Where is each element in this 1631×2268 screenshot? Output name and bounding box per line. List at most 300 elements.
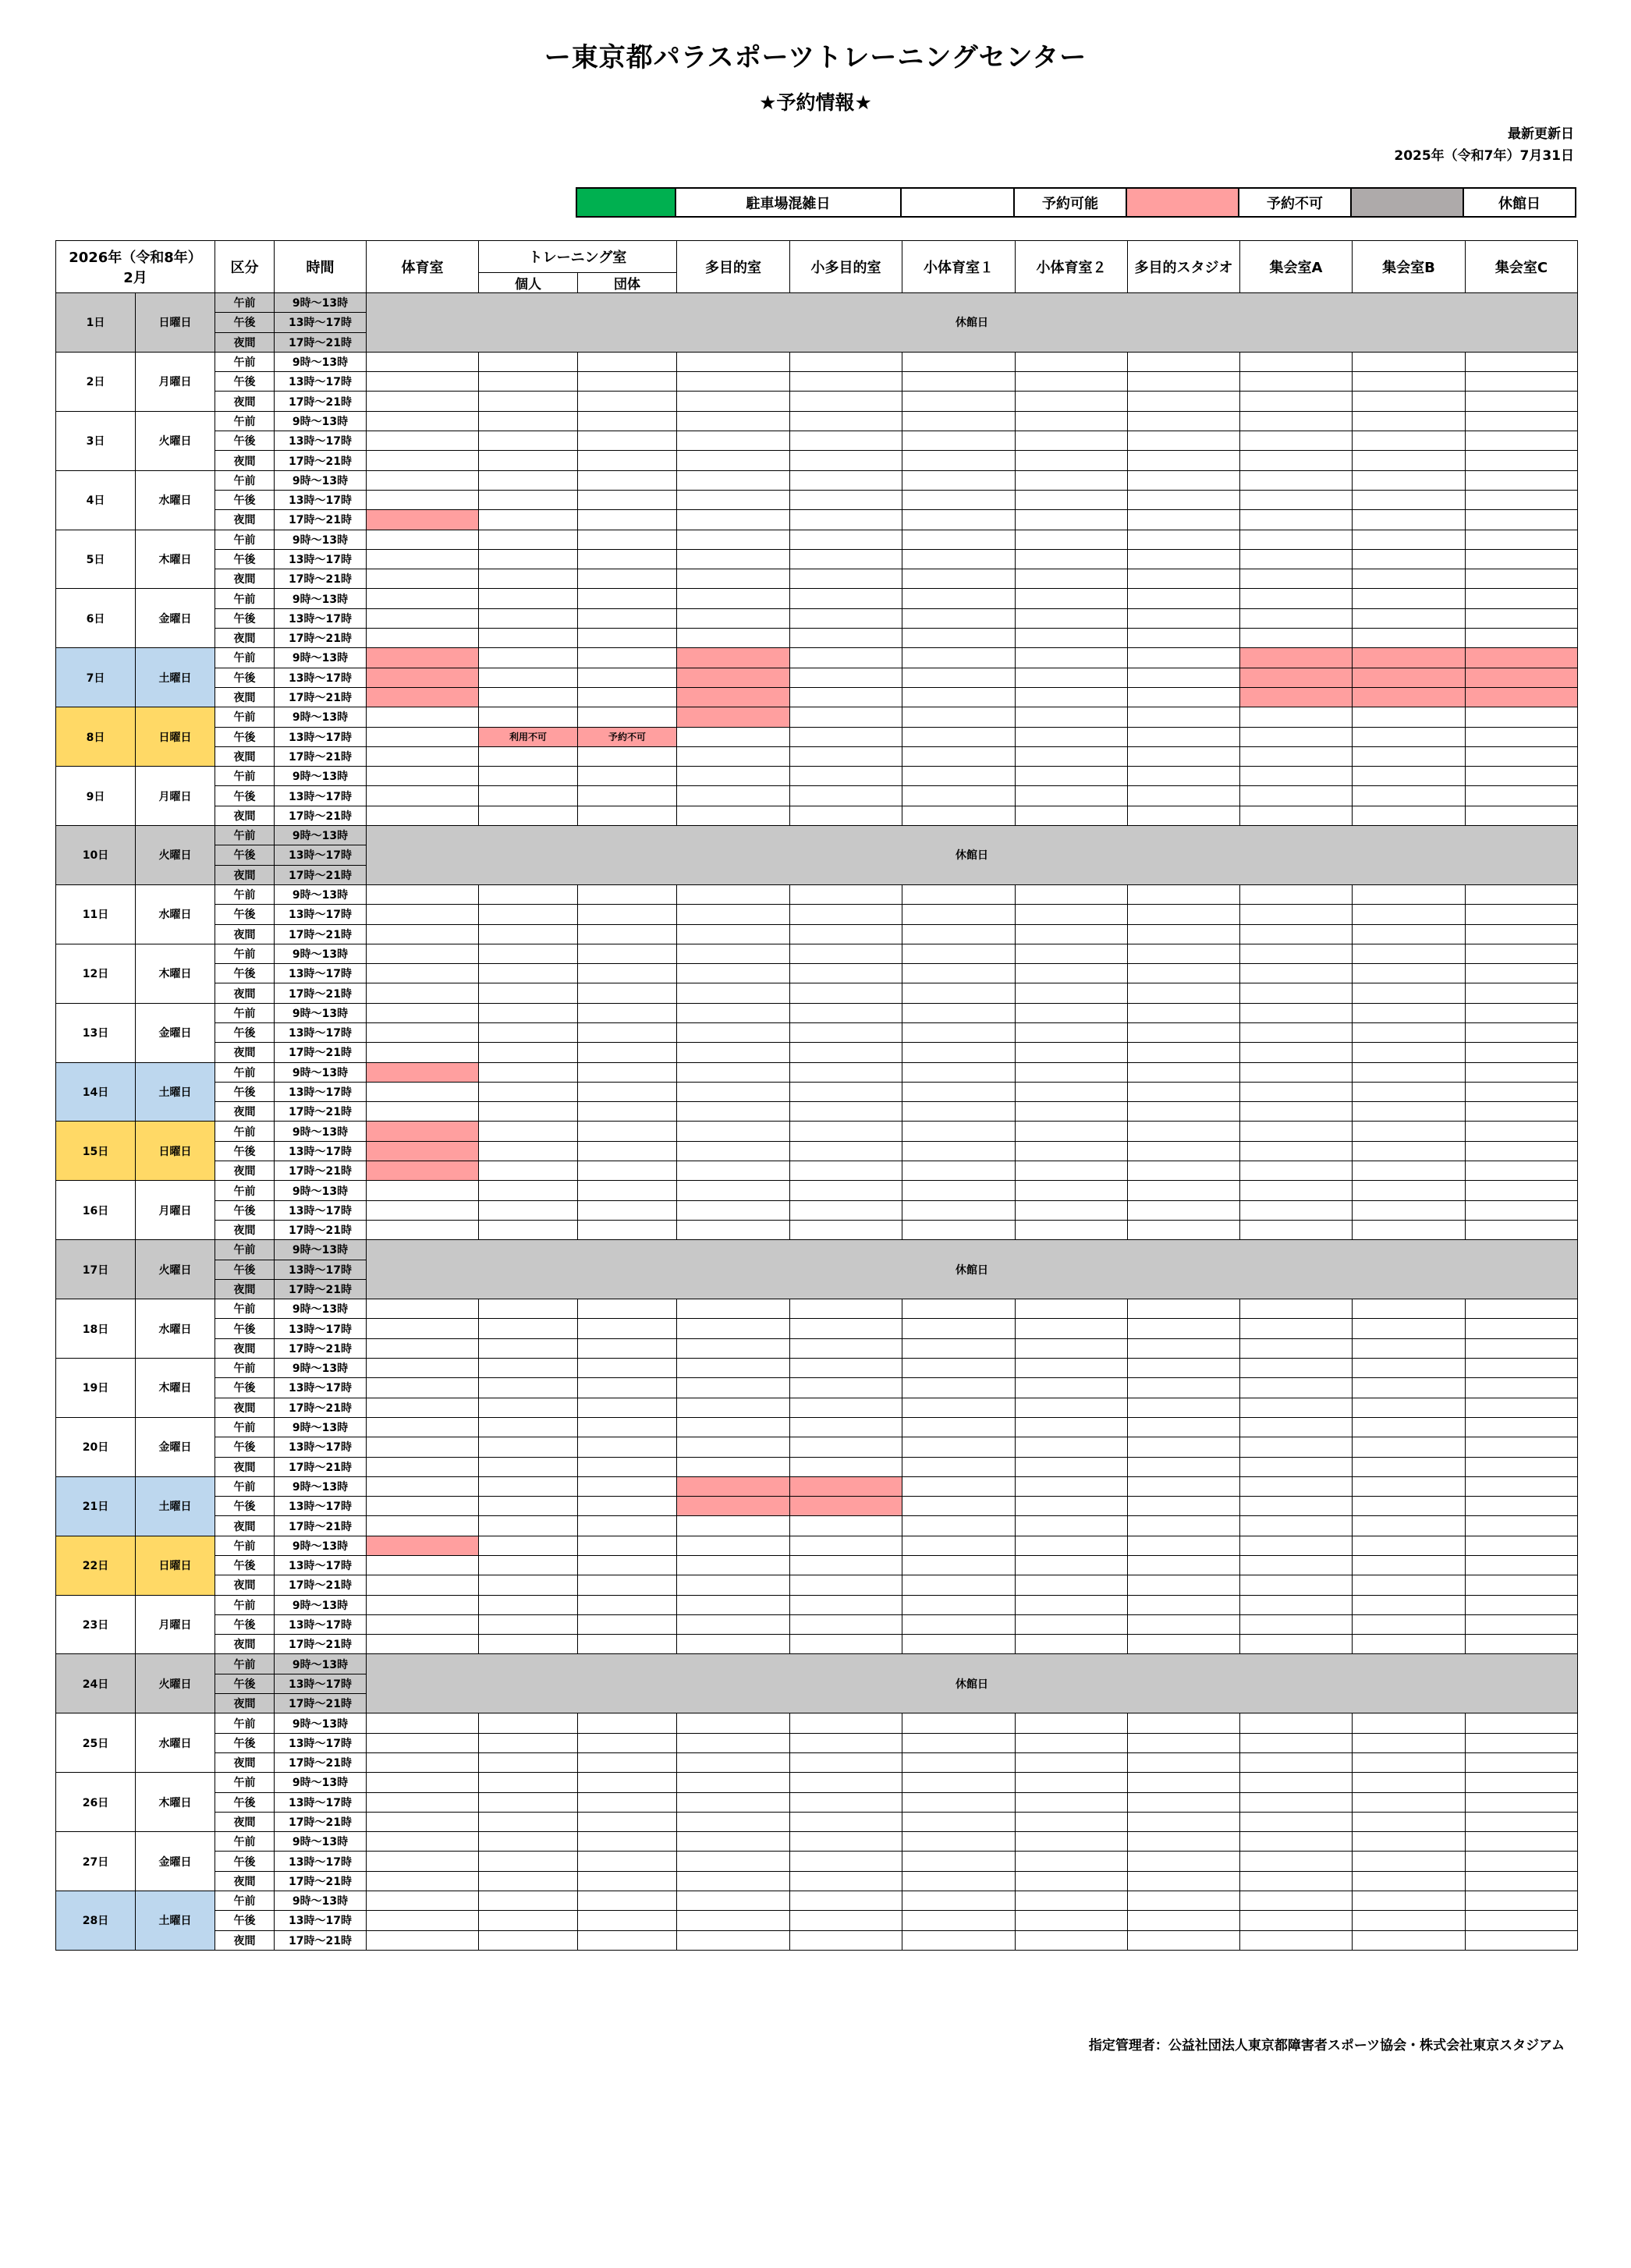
availability-cell xyxy=(1240,668,1353,687)
closed-day-banner: 休館日 xyxy=(367,293,1578,353)
availability-cell xyxy=(1240,1871,1353,1891)
schedule-row xyxy=(56,1003,1578,1022)
availability-cell xyxy=(1353,1359,1466,1378)
availability-cell xyxy=(1128,1220,1240,1239)
availability-cell xyxy=(1466,668,1578,687)
availability-cell xyxy=(1240,1398,1353,1417)
day-of-week: 水曜日 xyxy=(136,1713,215,1773)
availability-cell xyxy=(1240,470,1353,490)
availability-cell xyxy=(1353,1614,1466,1634)
availability-cell xyxy=(367,806,479,825)
period-label: 夜間 xyxy=(215,1930,275,1950)
legend-closed-swatch xyxy=(1351,188,1463,217)
availability-cell xyxy=(1016,1043,1128,1062)
time-range: 9時～13時 xyxy=(275,1595,367,1614)
availability-cell xyxy=(1240,1378,1353,1398)
availability-cell xyxy=(902,924,1016,944)
time-range: 9時～13時 xyxy=(275,1122,367,1141)
availability-cell xyxy=(1240,1338,1353,1358)
period-label: 午前 xyxy=(215,648,275,668)
availability-cell xyxy=(1128,924,1240,944)
availability-cell xyxy=(1353,786,1466,806)
time-range: 17時～21時 xyxy=(275,1516,367,1536)
availability-cell xyxy=(367,1181,479,1200)
day-date: 16日 xyxy=(56,1181,136,1240)
availability-cell xyxy=(677,1378,790,1398)
availability-cell xyxy=(677,451,790,470)
time-range: 9時～13時 xyxy=(275,470,367,490)
availability-cell xyxy=(902,392,1016,411)
day-of-week: 月曜日 xyxy=(136,1595,215,1654)
availability-cell xyxy=(677,1635,790,1654)
period-label: 午後 xyxy=(215,845,275,865)
availability-cell xyxy=(902,530,1016,549)
availability-cell xyxy=(479,470,578,490)
availability-cell xyxy=(677,1871,790,1891)
time-range: 13時～17時 xyxy=(275,1141,367,1161)
availability-cell xyxy=(1466,1595,1578,1614)
day-date: 6日 xyxy=(56,589,136,648)
availability-cell xyxy=(1128,1556,1240,1575)
availability-cell xyxy=(790,569,902,589)
availability-cell xyxy=(1240,1062,1353,1082)
availability-cell xyxy=(677,1022,790,1042)
availability-cell xyxy=(578,767,677,786)
availability-cell xyxy=(479,1713,578,1733)
availability-cell xyxy=(677,1930,790,1950)
availability-cell xyxy=(1353,1713,1466,1733)
availability-cell xyxy=(902,1338,1016,1358)
availability-cell xyxy=(1128,786,1240,806)
availability-cell xyxy=(790,786,902,806)
availability-cell xyxy=(367,1497,479,1516)
availability-cell xyxy=(1466,1871,1578,1891)
availability-cell xyxy=(677,569,790,589)
availability-cell xyxy=(790,372,902,392)
availability-cell xyxy=(1016,510,1128,530)
availability-cell xyxy=(479,411,578,431)
availability-cell xyxy=(1353,944,1466,963)
availability-cell xyxy=(1466,1359,1578,1378)
availability-cell xyxy=(1353,1437,1466,1457)
availability-cell xyxy=(902,1614,1016,1634)
availability-cell xyxy=(367,1575,479,1595)
availability-cell xyxy=(1353,431,1466,451)
facility-header-meeting-b: 集会室B xyxy=(1353,241,1466,293)
availability-cell xyxy=(1353,1832,1466,1852)
time-range: 9時～13時 xyxy=(275,589,367,608)
availability-cell xyxy=(1466,1299,1578,1319)
schedule-row xyxy=(56,1516,1578,1536)
day-of-week: 月曜日 xyxy=(136,352,215,411)
availability-cell xyxy=(1016,1911,1128,1930)
availability-cell xyxy=(677,490,790,509)
availability-cell xyxy=(790,944,902,963)
availability-cell xyxy=(1353,1595,1466,1614)
availability-cell xyxy=(479,510,578,530)
availability-cell xyxy=(677,1043,790,1062)
availability-cell xyxy=(1240,1752,1353,1772)
availability-cell xyxy=(1466,510,1578,530)
availability-cell xyxy=(1353,1575,1466,1595)
availability-cell xyxy=(902,1773,1016,1792)
day-date: 8日 xyxy=(56,707,136,767)
availability-cell xyxy=(1128,490,1240,509)
availability-cell xyxy=(1240,1437,1353,1457)
day-of-week: 金曜日 xyxy=(136,1003,215,1062)
availability-cell xyxy=(1466,608,1578,628)
day-of-week: 金曜日 xyxy=(136,589,215,648)
schedule-row xyxy=(56,1102,1578,1122)
availability-cell xyxy=(902,1200,1016,1220)
availability-cell xyxy=(479,767,578,786)
schedule-row xyxy=(56,1457,1578,1476)
availability-cell xyxy=(790,1122,902,1141)
schedule-row xyxy=(56,1378,1578,1398)
availability-cell xyxy=(479,589,578,608)
time-range: 13時～17時 xyxy=(275,313,367,332)
availability-cell xyxy=(1128,1476,1240,1496)
period-label: 夜間 xyxy=(215,1102,275,1122)
availability-cell xyxy=(790,589,902,608)
availability-cell xyxy=(902,786,1016,806)
availability-cell xyxy=(367,668,479,687)
availability-cell xyxy=(367,451,479,470)
availability-cell xyxy=(578,1891,677,1911)
availability-cell xyxy=(1128,510,1240,530)
day-date: 22日 xyxy=(56,1536,136,1595)
availability-cell xyxy=(1353,1161,1466,1181)
time-range: 13時～17時 xyxy=(275,1260,367,1279)
facility-header-small-gym-1: 小体育室１ xyxy=(902,241,1016,293)
availability-cell xyxy=(1128,372,1240,392)
availability-cell xyxy=(578,1338,677,1358)
availability-cell xyxy=(367,687,479,707)
availability-cell xyxy=(1353,589,1466,608)
availability-cell xyxy=(1128,944,1240,963)
availability-cell xyxy=(1240,1003,1353,1022)
availability-cell xyxy=(902,1891,1016,1911)
day-date: 2日 xyxy=(56,352,136,411)
availability-cell xyxy=(677,786,790,806)
availability-cell xyxy=(790,905,902,924)
period-label: 夜間 xyxy=(215,629,275,648)
availability-cell xyxy=(479,786,578,806)
availability-cell xyxy=(1016,1812,1128,1831)
schedule-row xyxy=(56,767,1578,786)
availability-cell xyxy=(578,1930,677,1950)
period-label: 午前 xyxy=(215,1299,275,1319)
period-label: 午前 xyxy=(215,530,275,549)
time-range: 13時～17時 xyxy=(275,1082,367,1101)
schedule-row xyxy=(56,1575,1578,1595)
period-label: 午前 xyxy=(215,1003,275,1022)
availability-cell xyxy=(902,1733,1016,1752)
availability-cell xyxy=(677,1476,790,1496)
availability-cell xyxy=(1466,1043,1578,1062)
schedule-row xyxy=(56,470,1578,490)
availability-cell xyxy=(1016,1141,1128,1161)
availability-cell xyxy=(367,1752,479,1772)
time-range: 17時～21時 xyxy=(275,983,367,1003)
availability-cell xyxy=(1016,1832,1128,1852)
availability-cell xyxy=(479,530,578,549)
availability-cell xyxy=(677,1852,790,1871)
schedule-row xyxy=(56,964,1578,983)
day-of-week: 金曜日 xyxy=(136,1832,215,1891)
availability-cell xyxy=(367,1536,479,1555)
time-range: 9時～13時 xyxy=(275,352,367,371)
availability-cell xyxy=(1466,687,1578,707)
availability-cell xyxy=(1353,1141,1466,1161)
availability-cell xyxy=(1016,1752,1128,1772)
availability-cell xyxy=(1353,490,1466,509)
time-range: 13時～17時 xyxy=(275,1852,367,1871)
availability-cell xyxy=(902,1635,1016,1654)
availability-cell xyxy=(790,806,902,825)
availability-cell xyxy=(1016,944,1128,963)
schedule-row xyxy=(56,1476,1578,1496)
availability-cell xyxy=(677,1832,790,1852)
availability-cell xyxy=(479,1082,578,1101)
day-date: 27日 xyxy=(56,1832,136,1891)
time-range: 17時～21時 xyxy=(275,1043,367,1062)
time-range: 9時～13時 xyxy=(275,1713,367,1733)
availability-cell xyxy=(1128,1595,1240,1614)
period-label: 夜間 xyxy=(215,1220,275,1239)
availability-cell xyxy=(1466,1536,1578,1555)
availability-cell xyxy=(367,1635,479,1654)
availability-cell xyxy=(1240,806,1353,825)
schedule-row xyxy=(56,1240,1578,1260)
legend-unavailable-label: 予約不可 xyxy=(1239,188,1351,217)
availability-cell xyxy=(1353,983,1466,1003)
availability-cell xyxy=(1240,1614,1353,1634)
time-range: 17時～21時 xyxy=(275,1398,367,1417)
period-label: 夜間 xyxy=(215,1694,275,1713)
schedule-row xyxy=(56,1871,1578,1891)
availability-cell xyxy=(578,905,677,924)
availability-cell xyxy=(1466,884,1578,904)
availability-cell xyxy=(578,1556,677,1575)
period-label: 午後 xyxy=(215,668,275,687)
updated-date: 2025年（令和7年）7月31日 xyxy=(1394,148,1574,164)
availability-cell xyxy=(479,964,578,983)
availability-cell xyxy=(479,983,578,1003)
availability-cell xyxy=(479,1773,578,1792)
availability-cell xyxy=(790,1595,902,1614)
time-range: 13時～17時 xyxy=(275,1319,367,1338)
time-range: 13時～17時 xyxy=(275,431,367,451)
availability-cell xyxy=(1353,964,1466,983)
availability-cell xyxy=(479,1102,578,1122)
availability-cell xyxy=(1016,1417,1128,1437)
availability-cell xyxy=(479,1476,578,1496)
availability-cell xyxy=(367,1398,479,1417)
availability-cell xyxy=(1466,1556,1578,1575)
availability-cell xyxy=(1466,707,1578,727)
availability-cell xyxy=(479,746,578,766)
availability-cell xyxy=(578,411,677,431)
availability-cell xyxy=(578,1102,677,1122)
availability-cell xyxy=(1128,648,1240,668)
facility-header-meeting-a: 集会室A xyxy=(1240,241,1353,293)
schedule-row xyxy=(56,983,1578,1003)
period-label: 午前 xyxy=(215,826,275,845)
availability-cell xyxy=(479,1359,578,1378)
availability-cell xyxy=(479,1437,578,1457)
availability-cell xyxy=(677,470,790,490)
availability-cell xyxy=(1128,1319,1240,1338)
availability-cell xyxy=(1128,1891,1240,1911)
availability-cell xyxy=(677,530,790,549)
availability-cell xyxy=(1240,1733,1353,1752)
availability-cell xyxy=(902,1181,1016,1200)
schedule-row xyxy=(56,411,1578,431)
day-of-week: 土曜日 xyxy=(136,648,215,707)
period-label: 午前 xyxy=(215,411,275,431)
availability-cell xyxy=(902,1102,1016,1122)
availability-cell xyxy=(677,1122,790,1141)
day-date: 15日 xyxy=(56,1122,136,1181)
availability-cell xyxy=(1016,589,1128,608)
schedule-row xyxy=(56,392,1578,411)
availability-cell xyxy=(790,510,902,530)
time-range: 17時～21時 xyxy=(275,1752,367,1772)
availability-cell xyxy=(578,1122,677,1141)
availability-cell xyxy=(677,767,790,786)
availability-cell xyxy=(479,1516,578,1536)
availability-cell xyxy=(1466,1319,1578,1338)
availability-cell xyxy=(1466,1516,1578,1536)
availability-cell xyxy=(479,1832,578,1852)
availability-cell xyxy=(578,1713,677,1733)
availability-cell xyxy=(1016,1181,1128,1200)
availability-cell xyxy=(367,1911,479,1930)
availability-cell xyxy=(367,372,479,392)
time-range: 17時～21時 xyxy=(275,1635,367,1654)
availability-cell xyxy=(677,1082,790,1101)
availability-cell xyxy=(1466,1497,1578,1516)
availability-cell xyxy=(1016,806,1128,825)
availability-cell xyxy=(1128,1161,1240,1181)
availability-cell xyxy=(1128,569,1240,589)
availability-cell xyxy=(1128,707,1240,727)
schedule-row xyxy=(56,1733,1578,1752)
availability-cell xyxy=(479,1536,578,1555)
availability-cell xyxy=(1016,352,1128,371)
availability-cell xyxy=(790,608,902,628)
availability-cell xyxy=(578,1398,677,1417)
availability-cell xyxy=(790,392,902,411)
availability-cell xyxy=(902,1713,1016,1733)
availability-cell xyxy=(479,1161,578,1181)
availability-cell xyxy=(790,1457,902,1476)
availability-cell xyxy=(578,589,677,608)
availability-cell xyxy=(578,964,677,983)
availability-cell xyxy=(1016,1378,1128,1398)
availability-cell xyxy=(790,884,902,904)
schedule-row xyxy=(56,1062,1578,1082)
availability-cell xyxy=(677,411,790,431)
availability-cell xyxy=(790,687,902,707)
schedule-row xyxy=(56,905,1578,924)
period-label: 夜間 xyxy=(215,806,275,825)
availability-cell xyxy=(790,1614,902,1634)
availability-cell xyxy=(1240,1043,1353,1062)
schedule-row xyxy=(56,806,1578,825)
availability-cell xyxy=(1240,983,1353,1003)
schedule-row xyxy=(56,1654,1578,1674)
availability-cell xyxy=(578,1359,677,1378)
availability-cell xyxy=(367,629,479,648)
availability-cell xyxy=(677,1911,790,1930)
period-label: 夜間 xyxy=(215,983,275,1003)
availability-cell xyxy=(367,1614,479,1634)
availability-cell xyxy=(1353,1536,1466,1555)
availability-cell xyxy=(578,1497,677,1516)
availability-cell xyxy=(367,1556,479,1575)
time-range: 17時～21時 xyxy=(275,1930,367,1950)
availability-cell xyxy=(1466,1575,1578,1595)
period-label: 午後 xyxy=(215,608,275,628)
availability-cell xyxy=(367,1871,479,1891)
period-label: 午前 xyxy=(215,1595,275,1614)
period-label: 午後 xyxy=(215,1674,275,1693)
schedule-row xyxy=(56,1437,1578,1457)
schedule-row xyxy=(56,1141,1578,1161)
availability-cell xyxy=(367,707,479,727)
availability-cell xyxy=(677,372,790,392)
footer-manager: 指定管理者：公益社団法人東京都障害者スポーツ協会・株式会社東京スタジアム xyxy=(1088,2038,1565,2054)
availability-cell xyxy=(1353,372,1466,392)
availability-cell xyxy=(902,451,1016,470)
day-date: 21日 xyxy=(56,1476,136,1536)
availability-cell xyxy=(1353,1812,1466,1831)
period-label: 午後 xyxy=(215,1614,275,1634)
legend-parking-swatch xyxy=(576,188,675,217)
availability-cell xyxy=(578,1812,677,1831)
availability-cell xyxy=(1016,1338,1128,1358)
day-of-week: 火曜日 xyxy=(136,1240,215,1299)
time-range: 17時～21時 xyxy=(275,806,367,825)
availability-cell xyxy=(1240,569,1353,589)
availability-cell xyxy=(1353,1220,1466,1239)
availability-cell xyxy=(578,1852,677,1871)
time-range: 9時～13時 xyxy=(275,1299,367,1319)
availability-cell xyxy=(578,1832,677,1852)
schedule-row xyxy=(56,1319,1578,1338)
availability-cell xyxy=(1466,1082,1578,1101)
availability-cell xyxy=(1128,1003,1240,1022)
schedule-row xyxy=(56,1299,1578,1319)
availability-cell xyxy=(578,372,677,392)
schedule-row xyxy=(56,1200,1578,1220)
period-label: 夜間 xyxy=(215,687,275,707)
availability-cell xyxy=(1240,746,1353,766)
availability-cell xyxy=(1240,431,1353,451)
availability-cell xyxy=(1016,470,1128,490)
availability-cell xyxy=(1240,767,1353,786)
availability-cell xyxy=(1016,1319,1128,1338)
period-label: 午前 xyxy=(215,767,275,786)
availability-cell xyxy=(578,1536,677,1555)
availability-cell xyxy=(1016,490,1128,509)
availability-cell xyxy=(902,1161,1016,1181)
availability-cell xyxy=(1016,727,1128,746)
availability-cell xyxy=(1353,530,1466,549)
availability-cell xyxy=(479,1200,578,1220)
